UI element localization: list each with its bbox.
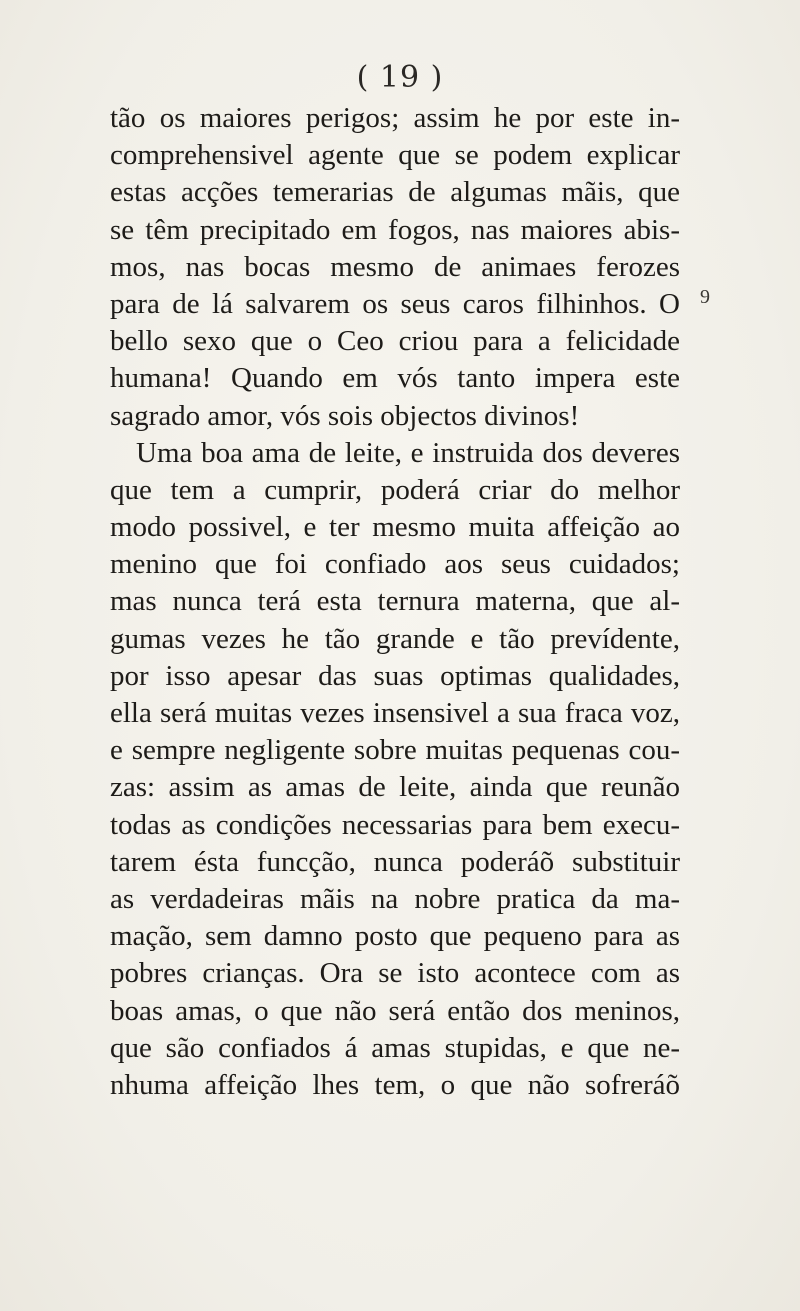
text-line: pobres crianças. Ora se isto acontece com as	[110, 957, 680, 990]
text-line: que tem a cumprir, poderá criar do melhor	[110, 473, 680, 506]
text-line: zas: assim as amas de leite, ainda que reunão	[110, 771, 680, 804]
text-line: mação, sem damno posto que pequeno para as	[110, 920, 680, 953]
text-line: mos, nas bocas mesmo de animaes ferozes	[110, 250, 680, 283]
text-line: estas acções temerarias de algumas mãis, que	[110, 176, 680, 209]
text-line: se têm precipitado em fogos, nas maiores abis-	[110, 213, 680, 246]
text-line: Uma boa ama de leite, e instruida dos deveres	[136, 436, 680, 469]
text-line: sagrado amor, vós sois objectos divinos!	[110, 399, 580, 432]
text-line: menino que foi confiado aos seus cuidados;	[110, 548, 680, 581]
text-line: que são confiados á amas stupidas, e que ne-	[110, 1031, 680, 1064]
text-line: e sempre negligente sobre muitas pequenas cou-	[110, 734, 680, 767]
text-line: humana! Quando em vós tanto impera este	[110, 362, 680, 395]
text-line: para de lá salvarem os seus caros filhinhos. O	[110, 287, 680, 320]
text-line: gumas vezes he tão grande e tão prevídente,	[110, 622, 680, 655]
text-line: tão os maiores perigos; assim he por este in-	[110, 102, 680, 134]
text-line: por isso apesar das suas optimas qualidades,	[110, 659, 680, 692]
body-text	[110, 100, 680, 1104]
text-line: comprehensivel agente que se podem explicar	[110, 139, 680, 172]
text-line: mas nunca terá esta ternura materna, que al-	[110, 585, 680, 618]
text-line: nhuma affeição lhes tem, o que não sofreráõ	[110, 1068, 680, 1101]
text-line: tarem ésta funcção, nunca poderáõ substituir	[110, 845, 680, 878]
text-line: boas amas, o que não será então dos meninos,	[110, 994, 680, 1027]
page-number: ( 19 )	[356, 60, 444, 95]
text-line: bello sexo que o Ceo criou para a felicidade	[110, 325, 680, 358]
text-line: todas as condições necessarias para bem execu-	[110, 808, 680, 841]
text-line: ella será muitas vezes insensivel a sua fraca voz,	[110, 697, 680, 729]
margin-mark: 9	[700, 286, 710, 308]
text-line: as verdadeiras mãis na nobre pratica da ma-	[110, 882, 680, 915]
text-line: modo possivel, e ter mesmo muita affeição ao	[110, 511, 680, 544]
